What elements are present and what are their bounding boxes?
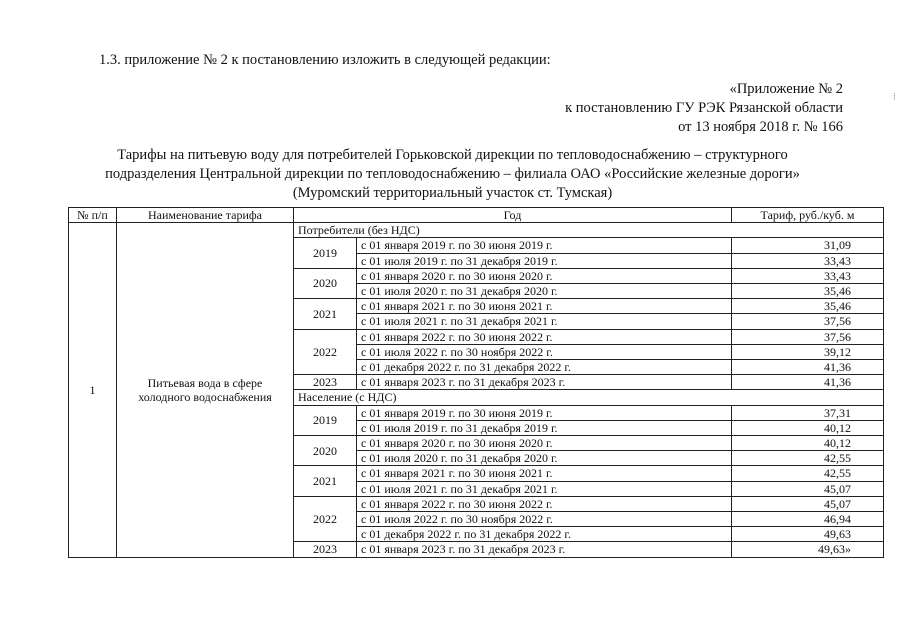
period-cell: с 01 января 2022 г. по 30 июня 2022 г. xyxy=(357,329,732,344)
header-tariff-value: Тариф, руб./куб. м xyxy=(732,208,884,223)
row-number: 1 xyxy=(69,223,117,557)
period-cell: с 01 января 2019 г. по 30 июня 2019 г. xyxy=(357,405,732,420)
document-title xyxy=(40,146,865,203)
year-cell: 2022 xyxy=(294,496,357,542)
document-title-line: (Муромский территориальный участок ст. Тумская) xyxy=(292,185,613,201)
appendix-header-line: «Приложение № 2 xyxy=(729,81,843,97)
scan-artifact-mark: ⁞ xyxy=(893,92,896,103)
period-cell: с 01 января 2021 г. по 30 июня 2021 г. xyxy=(357,299,732,314)
tariff-value-cell: 45,07 xyxy=(732,496,884,511)
period-cell: с 01 января 2019 г. по 30 июня 2019 г. xyxy=(357,238,732,253)
tariff-value-cell: 40,12 xyxy=(732,436,884,451)
tariff-value-cell: 35,46 xyxy=(732,299,884,314)
year-cell: 2021 xyxy=(294,466,357,496)
table-body xyxy=(69,223,884,557)
year-cell: 2022 xyxy=(294,329,357,375)
tariff-value-cell: 45,07 xyxy=(732,481,884,496)
tariff-value-cell: 42,55 xyxy=(732,466,884,481)
period-cell: с 01 июля 2021 г. по 31 декабря 2021 г. xyxy=(357,481,732,496)
document-title-line: Тарифы на питьевую воду для потребителей Горьковской дирекции по тепловодоснабжению – структурного xyxy=(117,147,788,163)
consumer-category-label: Потребители (без НДС) xyxy=(294,223,884,238)
year-cell: 2019 xyxy=(294,405,357,435)
tariff-value-cell: 49,63» xyxy=(732,542,884,557)
amendment-intro: 1.3. приложение № 2 к постановлению изложить в следующей редакции: xyxy=(99,52,551,68)
tariff-value-cell: 40,12 xyxy=(732,420,884,435)
tariff-value-cell: 37,31 xyxy=(732,405,884,420)
appendix-header xyxy=(565,80,843,137)
year-cell: 2021 xyxy=(294,299,357,329)
tariff-value-cell: 42,55 xyxy=(732,451,884,466)
period-cell: с 01 июля 2022 г. по 30 ноября 2022 г. xyxy=(357,344,732,359)
tariff-value-cell: 33,43 xyxy=(732,253,884,268)
year-cell: 2019 xyxy=(294,238,357,268)
tariff-value-cell: 37,56 xyxy=(732,329,884,344)
period-cell: с 01 июля 2019 г. по 31 декабря 2019 г. xyxy=(357,420,732,435)
tariff-value-cell: 33,43 xyxy=(732,268,884,283)
tariff-table xyxy=(68,207,884,558)
period-cell: с 01 января 2021 г. по 30 июня 2021 г. xyxy=(357,466,732,481)
period-cell: с 01 января 2022 г. по 30 июня 2022 г. xyxy=(357,496,732,511)
document-title-line: подразделения Центральной дирекции по тепловодоснабжению – филиала ОАО «Российские железные дороги» xyxy=(105,166,800,182)
period-cell: с 01 июля 2019 г. по 31 декабря 2019 г. xyxy=(357,253,732,268)
year-cell: 2020 xyxy=(294,268,357,298)
section-row xyxy=(69,223,884,238)
period-cell: с 01 января 2023 г. по 31 декабря 2023 г. xyxy=(357,542,732,557)
period-cell: с 01 июля 2020 г. по 31 декабря 2020 г. xyxy=(357,451,732,466)
tariff-name: Питьевая вода в сфере холодного водоснабжения xyxy=(117,223,294,557)
period-cell: с 01 июля 2020 г. по 31 декабря 2020 г. xyxy=(357,284,732,299)
period-cell: с 01 января 2020 г. по 30 июня 2020 г. xyxy=(357,436,732,451)
tariff-value-cell: 39,12 xyxy=(732,344,884,359)
table-header-row xyxy=(69,208,884,223)
period-cell: с 01 января 2020 г. по 30 июня 2020 г. xyxy=(357,268,732,283)
tariff-value-cell: 37,56 xyxy=(732,314,884,329)
year-cell: 2023 xyxy=(294,375,357,390)
period-cell: с 01 июля 2021 г. по 31 декабря 2021 г. xyxy=(357,314,732,329)
header-year: Год xyxy=(294,208,732,223)
tariff-value-cell: 35,46 xyxy=(732,284,884,299)
period-cell: с 01 июля 2022 г. по 30 ноября 2022 г. xyxy=(357,512,732,527)
tariff-value-cell: 41,36 xyxy=(732,360,884,375)
tariff-value-cell: 46,94 xyxy=(732,512,884,527)
appendix-header-line: от 13 ноября 2018 г. № 166 xyxy=(678,119,843,135)
header-tariff-name: Наименование тарифа xyxy=(117,208,294,223)
header-number: № п/п xyxy=(69,208,117,223)
tariff-value-cell: 41,36 xyxy=(732,375,884,390)
tariff-value-cell: 49,63 xyxy=(732,527,884,542)
year-cell: 2023 xyxy=(294,542,357,557)
appendix-header-line: к постановлению ГУ РЭК Рязанской области xyxy=(565,100,843,116)
period-cell: с 01 декабря 2022 г. по 31 декабря 2022 г. xyxy=(357,527,732,542)
year-cell: 2020 xyxy=(294,436,357,466)
period-cell: с 01 января 2023 г. по 31 декабря 2023 г. xyxy=(357,375,732,390)
period-cell: с 01 декабря 2022 г. по 31 декабря 2022 г. xyxy=(357,360,732,375)
consumer-category-label: Население (с НДС) xyxy=(294,390,884,405)
tariff-value-cell: 31,09 xyxy=(732,238,884,253)
